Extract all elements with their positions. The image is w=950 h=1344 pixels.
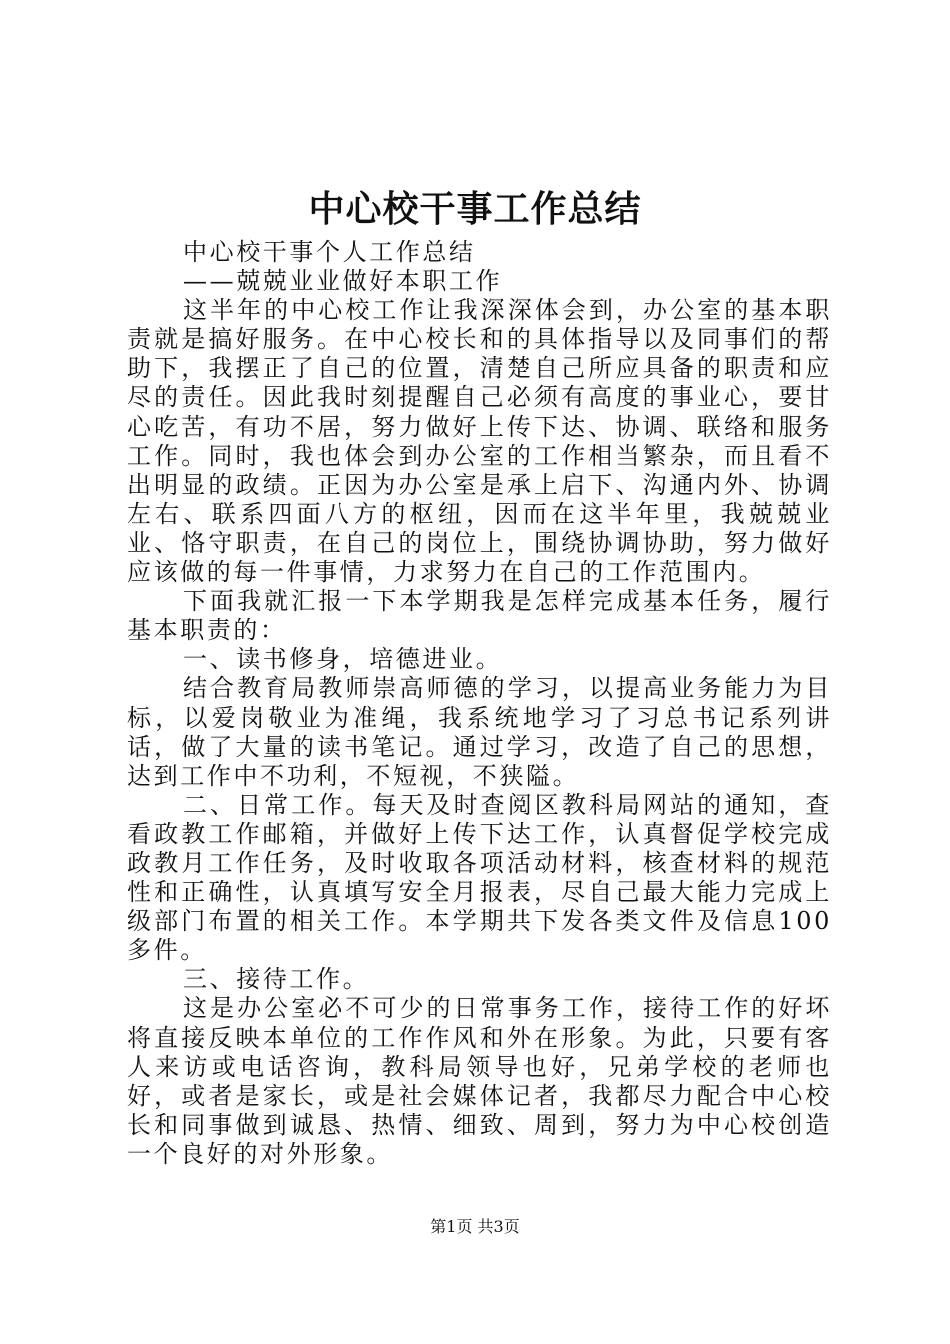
page-footer: 第1页 共3页 xyxy=(430,1217,520,1236)
paragraph-subheading: ——兢兢业业做好本职工作 xyxy=(183,267,503,296)
document-body xyxy=(127,238,832,1169)
paragraph-report-lead: 下面我就汇报一下本学期我是怎样完成基本任务，履行基本职责的： xyxy=(127,587,832,645)
document-title: 中心校干事工作总结 xyxy=(308,188,642,230)
paragraph-subtitle: 中心校干事个人工作总结 xyxy=(183,238,476,266)
section-heading-3: 三、接待工作。 xyxy=(183,965,370,994)
paragraph-section-2: 二、日常工作。每天及时查阅区教科局网站的通知，查看政教工作邮箱，并做好上传下达工作，认真督促学校完成政教月工作任务，及时收取各项活动材料，核查材料的规范性和正确性，认真填写安全月报表，尽自己最大能力完成上级部门布置的相关工作。本学期共下发各类文件及信息100多件。 xyxy=(127,790,832,965)
paragraph-section-3: 这是办公室必不可少的日常事务工作，接待工作的好坏将直接反映本单位的工作作风和外在形象。为此，只要有客人来访或电话咨询，教科局领导也好，兄弟学校的老师也好，或者是家长，或是社会媒体记者，我都尽力配合中心校长和同事做到诚恳、热情、细致、周到，努力为中心校创造一个良好的对外形象。 xyxy=(127,994,832,1168)
section-heading-1: 一、读书修身，培德进业。 xyxy=(183,645,503,674)
paragraph-section-1: 结合教育局教师崇高师德的学习，以提高业务能力为目标，以爱岗敬业为准绳，我系统地学习了习总书记系列讲话，做了大量的读书笔记。通过学习，改造了自己的思想，达到工作中不功利，不短视，不狭隘。 xyxy=(127,674,832,790)
paragraph-intro: 这半年的中心校工作让我深深体会到，办公室的基本职责就是搞好服务。在中心校长和的具体指导以及同事们的帮助下，我摆正了自己的位置，清楚自己所应具备的职责和应尽的责任。因此我时刻提醒自己必须有高度的事业心，要甘心吃苦，有功不居，努力做好上传下达、协调、联络和服务工作。同时，我也体会到办公室的工作相当繁杂，而且看不出明显的政绩。正因为办公室是承上启下、沟通内外、协调左右、联系四面八方的枢纽，因而在这半年里，我兢兢业业、恪守职责，在自己的岗位上，围绕协调协助，努力做好应该做的每一件事情，力求努力在自己的工作范围内。 xyxy=(127,296,832,587)
